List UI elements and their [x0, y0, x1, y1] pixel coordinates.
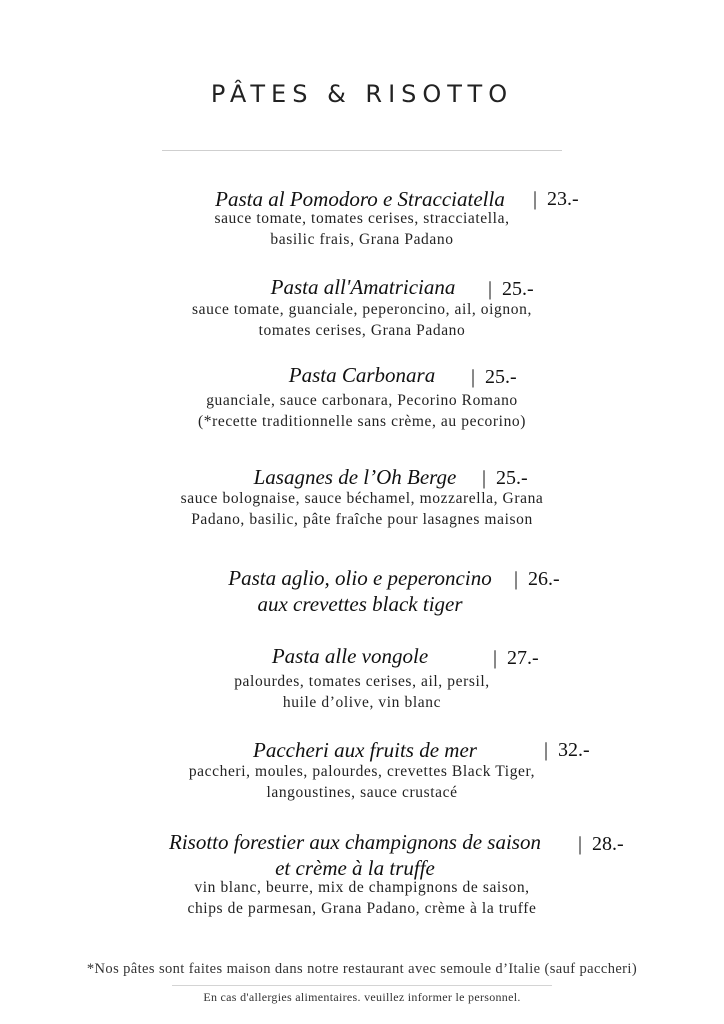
dish-description: [0, 391, 724, 432]
dish-name-line: et crème à la truffe: [275, 856, 435, 880]
price-separator: |: [533, 188, 538, 210]
price-value: 25.-: [502, 278, 534, 300]
price-value: 27.-: [507, 647, 539, 669]
price-value: 26.-: [528, 568, 560, 590]
dish-price: [514, 566, 560, 592]
dish-price: [578, 831, 624, 857]
description-line: langoustines, sauce crustacé: [266, 783, 458, 801]
dish-price: [544, 737, 590, 763]
dish-name: [185, 565, 535, 617]
footer-divider: [172, 985, 552, 986]
dish-name-line: aux crevettes black tiger: [257, 592, 463, 616]
title-divider: [162, 150, 562, 151]
price-value: 28.-: [592, 833, 624, 855]
description-line: chips de parmesan, Grana Padano, crème à la truffe: [187, 899, 537, 917]
dish-description: [0, 489, 724, 530]
dish-description: [0, 878, 724, 919]
dish-name: Pasta Carbonara: [288, 363, 436, 387]
dish-name: [140, 829, 570, 881]
allergy-note: En cas d'allergies alimentaires. veuillez informer le personnel.: [203, 990, 521, 1004]
dish-price: [493, 645, 539, 671]
description-line: basilic frais, Grana Padano: [270, 230, 454, 248]
dish-description: [0, 209, 724, 250]
description-line: tomates cerises, Grana Padano: [258, 321, 466, 339]
dish-description: [0, 762, 724, 803]
dish-description: [0, 300, 724, 341]
price-value: 25.-: [485, 366, 517, 388]
price-value: 32.-: [558, 739, 590, 761]
dish-name-line: Risotto forestier aux champignons de saison: [169, 830, 541, 854]
dish-name-line: Pasta aglio, olio e peperoncino: [228, 566, 492, 590]
description-line: sauce bolognaise, sauce béchamel, mozzarella, Grana: [180, 490, 544, 507]
description-line: paccheri, moules, palourdes, crevettes Black Tiger,: [188, 763, 536, 780]
dish-price: [471, 364, 517, 390]
dish-description: [0, 672, 724, 713]
description-line: (*recette traditionnelle sans crème, au pecorino): [197, 412, 527, 430]
description-line: vin blanc, beurre, mix de champignons de saison,: [194, 879, 530, 896]
dish-name: Paccheri aux fruits de mer: [253, 738, 477, 762]
price-separator: |: [544, 739, 549, 761]
menu-title: PÂTES & RISOTTO: [210, 80, 514, 108]
dish-name: Pasta al Pomodoro e Stracciatella: [215, 187, 505, 211]
description-line: huile d’olive, vin blanc: [282, 693, 442, 711]
description-line: Padano, basilic, pâte fraîche pour lasagnes maison: [191, 510, 533, 528]
price-separator: |: [578, 833, 583, 855]
price-value: 23.-: [547, 188, 579, 210]
description-line: palourdes, tomates cerises, ail, persil,: [234, 673, 490, 690]
price-separator: |: [471, 366, 476, 388]
description-line: sauce tomate, tomates cerises, stracciatella,: [214, 210, 510, 227]
dish-price: [488, 276, 534, 302]
description-line: guanciale, sauce carbonara, Pecorino Romano: [206, 392, 518, 409]
price-separator: |: [482, 467, 487, 489]
dish-name: Pasta all'Amatriciana: [270, 275, 456, 299]
dish-price: [482, 465, 528, 491]
price-value: 25.-: [496, 467, 528, 489]
description-line: sauce tomate, guanciale, peperoncino, ail, oignon,: [192, 301, 532, 318]
dish-name: Lasagnes de l’Oh Berge: [253, 465, 457, 489]
price-separator: |: [514, 568, 519, 590]
price-separator: |: [493, 647, 498, 669]
dish-name: Pasta alle vongole: [271, 644, 429, 668]
homemade-pasta-note: *Nos pâtes sont faites maison dans notre restaurant avec semoule d’Italie (sauf paccheri): [86, 961, 638, 977]
price-separator: |: [488, 278, 493, 300]
